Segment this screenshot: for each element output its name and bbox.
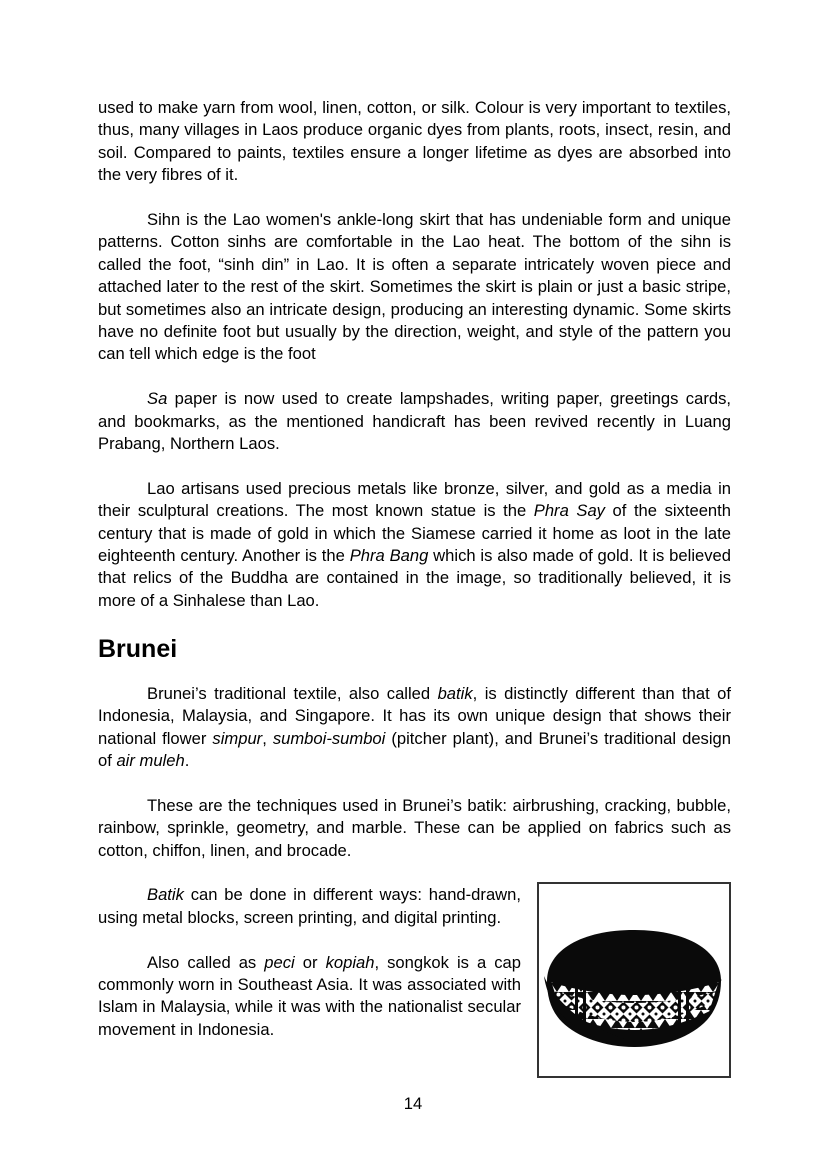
paragraph-laos-textiles: used to make yarn from wool, linen, cotton, or silk. Colour is very important to textiles, thus, many villages in Laos produce organic dyes from plants, roots, insect, resin, and soil. Compared to paints, textiles ensure a longer lifetime as dyes are absorbed into the very fibres of it.	[98, 98, 731, 185]
paragraph-batik-ways: Batik can be done in different ways: hand-drawn, using metal blocks, screen printing, and digital printing.	[98, 885, 521, 927]
heading-brunei: Brunei	[98, 634, 178, 663]
page-number: 14	[403, 1094, 423, 1113]
paragraph-batik-techniques: These are the techniques used in Brunei’s batik: airbrushing, cracking, bubble, rainbow, sprinkle, geometry, and marble. These can be applied on fabrics such as cotton, chiffon, linen, and brocade.	[98, 795, 731, 860]
paragraph-songkok-cap: Also called as peci or kopiah, songkok is a cap commonly worn in Southeast Asia. It was associated with Islam in Malaysia, while it was with the nationalist secular movement in Indonesia.	[98, 952, 521, 1039]
paragraph-sa-paper: Sa paper is now used to create lampshades, writing paper, greetings cards, and bookmarks, as the mentioned handicraft has been revived recently in Luang Prabang, Northern Laos.	[98, 389, 731, 454]
songkok-cap-illustration	[539, 884, 729, 1076]
page-body-text	[98, 97, 731, 1078]
songkok-figure-frame	[537, 882, 731, 1078]
paragraph-brunei-batik: Brunei’s traditional textile, also called batik, is distinctly different than that of Indonesia, Malaysia, and Singapore. It has its own unique design that shows their national flower simpur, sumboi-sumboi (pitcher plant), and Brunei’s traditional design of air muleh.	[98, 683, 731, 770]
paragraph-lao-metals: Lao artisans used precious metals like bronze, silver, and gold as a media in their sculptural creations. The most known statue is the Phra Say of the sixteenth century that is made of gold in which the Siamese carried it home as loot in the late eighteenth century. Another is the Phra Bang which is also made of gold. It is believed that relics of the Buddha are contained in the image, so traditionally believed, it is more of a Sinhalese than Lao.	[98, 478, 731, 610]
paragraph-sihn-skirt: Sihn is the Lao women's ankle-long skirt that has undeniable form and unique patterns. Cotton sinhs are comfortable in the Lao heat. The bottom of the sihn is called the foot, “sinh din” in Lao. It is often a separate intricately woven piece and attached later to the rest of the skirt. Sometimes the skirt is plain or just a basic stripe, but sometimes also an intricate design, producing an interesting dynamic. Some skirts have no definite foot but usually by the direction, weight, and style of the pattern you can tell which edge is the foot	[98, 210, 731, 364]
